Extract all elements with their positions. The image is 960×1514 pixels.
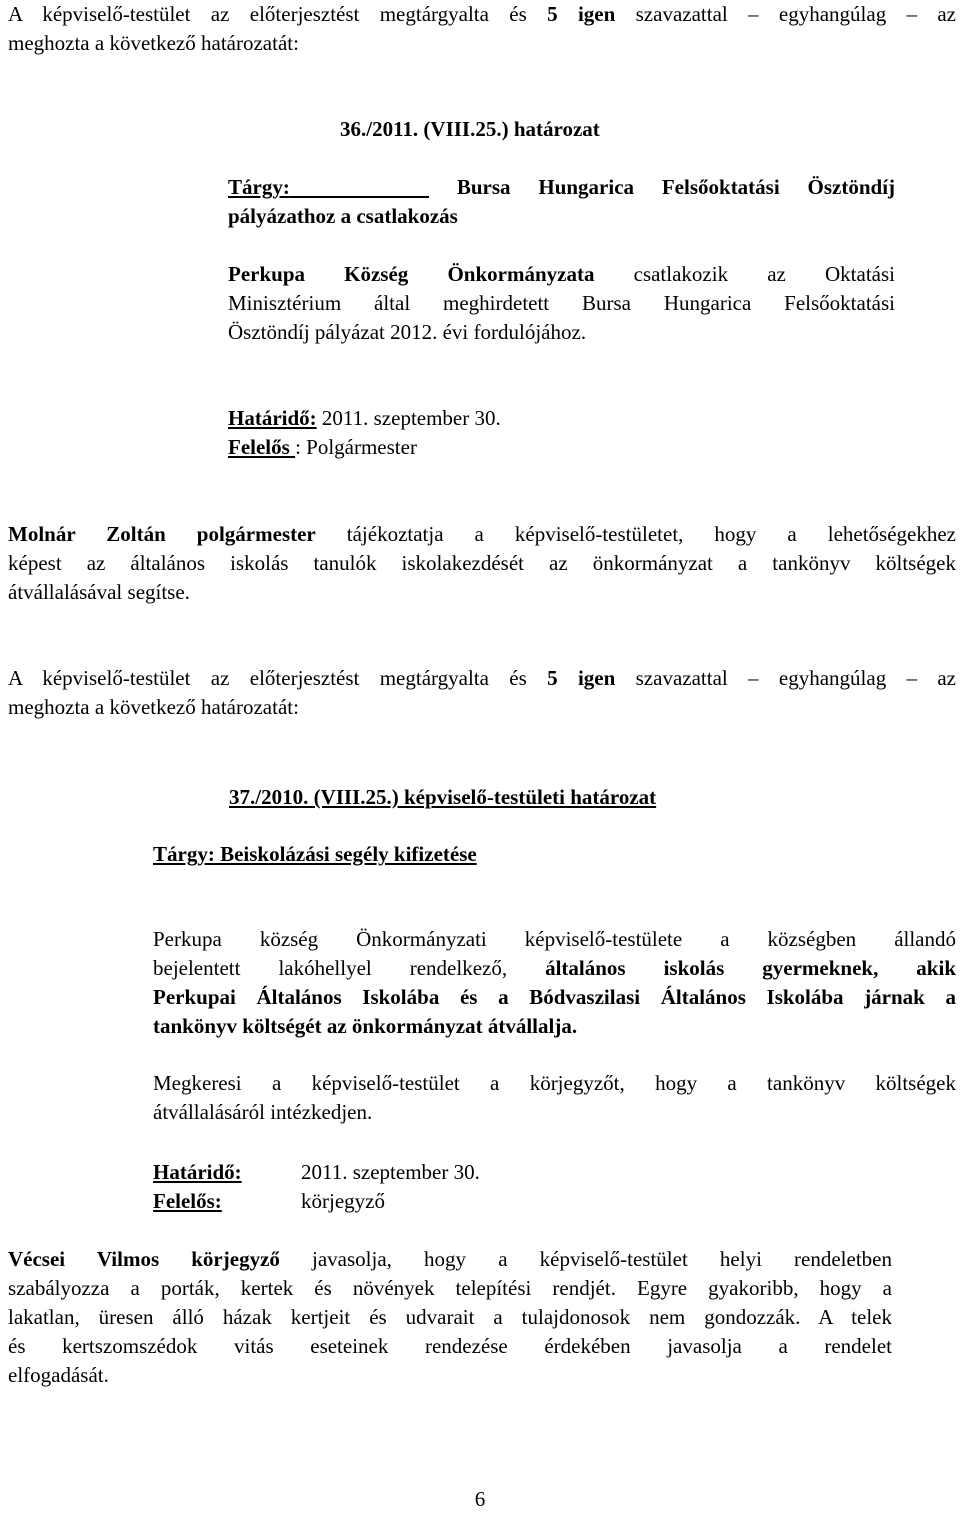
vote-line-2: meghozta a következő határozatát: bbox=[8, 31, 299, 55]
resolution-36-body: Perkupa Község Önkormányzata csatlakozik az Oktatási Minisztérium által meghirdetett Bursa Hungarica Felsőoktatási Ösztöndíj pályázat 2012. évi fordulójához. bbox=[228, 262, 896, 344]
vote-paragraph-2: A képviselő-testület az előterjesztést megtárgyalta és 5 igen szavazattal – egyhangúlag – az meghozta a következő határozatát: bbox=[8, 666, 956, 719]
vote-paragraph-1 bbox=[8, 0, 956, 58]
resolution-36-number: 36./2011. (VIII.25.) határozat bbox=[340, 117, 600, 141]
page-number: 6 bbox=[474, 1487, 486, 1511]
resolution-36-responsible: Felelős : Polgármester bbox=[228, 435, 417, 459]
resolution-36-deadline: Határidő: 2011. szeptember 30. bbox=[228, 406, 501, 430]
notary-paragraph: Vécsei Vilmos körjegyző javasolja, hogy a képviselő-testület helyi rendeletben szabályozza a porták, kertek és növények telepítési rendjét. Egyre gyakoribb, hogy a lakatlan, üresen álló házak kertjeit és udvarait a tulajdonosok nem gondozzák. A telek és kertszomszédok vitás eseteinek rendezése érdekében javasolja a rendelet elfogadását. bbox=[8, 1247, 892, 1387]
vote-line-1: A képviselő-testület az előterjesztést megtárgyalta és 5 igen szavazattal – egyhangúlag – az bbox=[8, 2, 956, 26]
resolution-37-subject: Tárgy: Beiskolázási segély kifizetése bbox=[153, 842, 477, 866]
resolution-37-request: Megkeresi a képviselő-testület a körjegyzőt, hogy a tankönyv költségek átvállalásáról intézkedjen. bbox=[153, 1071, 956, 1124]
resolution-36-subject: Tárgy: Bursa Hungarica Felsőoktatási Ösztöndíj pályázathoz a csatlakozás bbox=[228, 175, 896, 228]
resolution-37-deadline: Határidő: 2011. szeptember 30. bbox=[153, 1160, 480, 1184]
resolution-37-body: Perkupa község Önkormányzati képviselő-testülete a községben állandó bejelentett lakóhellyel rendelkező, általános iskolás gyermeknek, akik Perkupai Általános Iskolába és a Bódvaszilasi Általános Iskolába járnak a tankönyv költségét az önkormányzat átvállalja. bbox=[153, 927, 956, 1038]
subject-label: Tárgy: bbox=[228, 175, 290, 199]
mayor-paragraph: Molnár Zoltán polgármester tájékoztatja a képviselő-testületet, hogy a lehetőségekhez képest az általános iskolás tanulók iskolakezdését az önkormányzat a tankönyv költségek átvállalásával segítse. bbox=[8, 522, 957, 604]
resolution-37-number: 37./2010. (VIII.25.) képviselő-testületi határozat bbox=[229, 785, 657, 809]
resolution-37-responsible: Felelős: körjegyző bbox=[153, 1189, 385, 1213]
